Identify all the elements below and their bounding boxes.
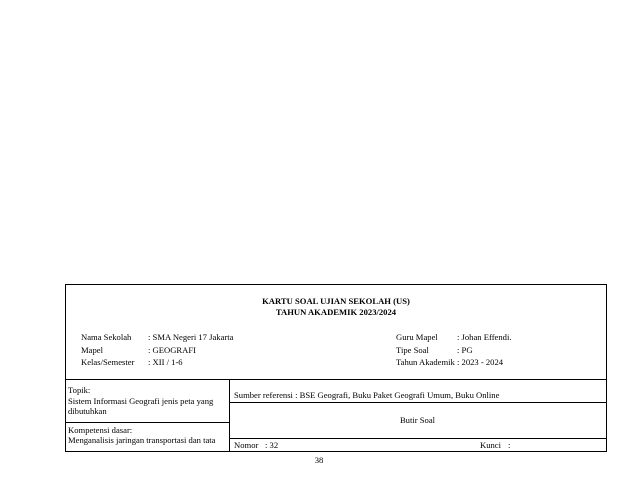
teacher-label: Guru Mapel (396, 332, 438, 342)
school-name-row (81, 331, 233, 344)
reference-divider (229, 402, 606, 403)
card-title: KARTU SOAL UJIAN SEKOLAH (US) (262, 296, 410, 306)
class-semester-label: Kelas/Semester (81, 357, 135, 367)
teacher-value: : Johan Effendi. (457, 332, 512, 342)
subject-label: Mapel (81, 344, 103, 355)
subject-value: : GEOGRAFI (148, 344, 196, 355)
class-semester-row (81, 356, 233, 369)
school-info (81, 331, 233, 369)
question-type-value: : PG (457, 344, 473, 355)
topic-divider (66, 422, 229, 423)
answer-key-label: Kunci (480, 440, 502, 450)
competency-value: Menganalisis jaringan transportasi dan tata (68, 435, 216, 445)
school-name-label: Nama Sekolah (81, 332, 132, 342)
card-subtitle: TAHUN AKADEMIK 2023/2024 (275, 307, 397, 317)
subject-row (81, 344, 233, 357)
question-type-label: Tipe Soal (396, 344, 429, 355)
academic-year-value: : 2023 - 2024 (457, 357, 504, 367)
teacher-info (396, 331, 512, 369)
school-name-value: : SMA Negeri 17 Jakarta (148, 332, 234, 342)
reference-source: Sumber referensi : BSE Geografi, Buku Paket Geografi Umum, Buku Online (234, 390, 500, 400)
exam-card (65, 284, 607, 452)
academic-year-row (396, 356, 512, 369)
number-label: Nomor (234, 440, 259, 450)
teacher-row (396, 331, 512, 344)
academic-year-label: Tahun Akademik (396, 357, 455, 367)
answer-key-value: : (508, 440, 511, 450)
topic-label: Topik: (68, 385, 91, 395)
number-divider (229, 438, 606, 439)
competency-label: Kompetensi dasar: (68, 425, 133, 435)
number-value: : 32 (265, 440, 279, 450)
question-item-label: Butir Soal (399, 415, 436, 425)
topic-value: Sistem Informasi Geografi jenis peta yang dibutuhkan (68, 396, 214, 416)
header-divider (66, 379, 606, 380)
question-type-row (396, 344, 512, 357)
class-semester-value: : XII / 1-6 (148, 357, 183, 367)
page-number: 38 (314, 455, 324, 465)
